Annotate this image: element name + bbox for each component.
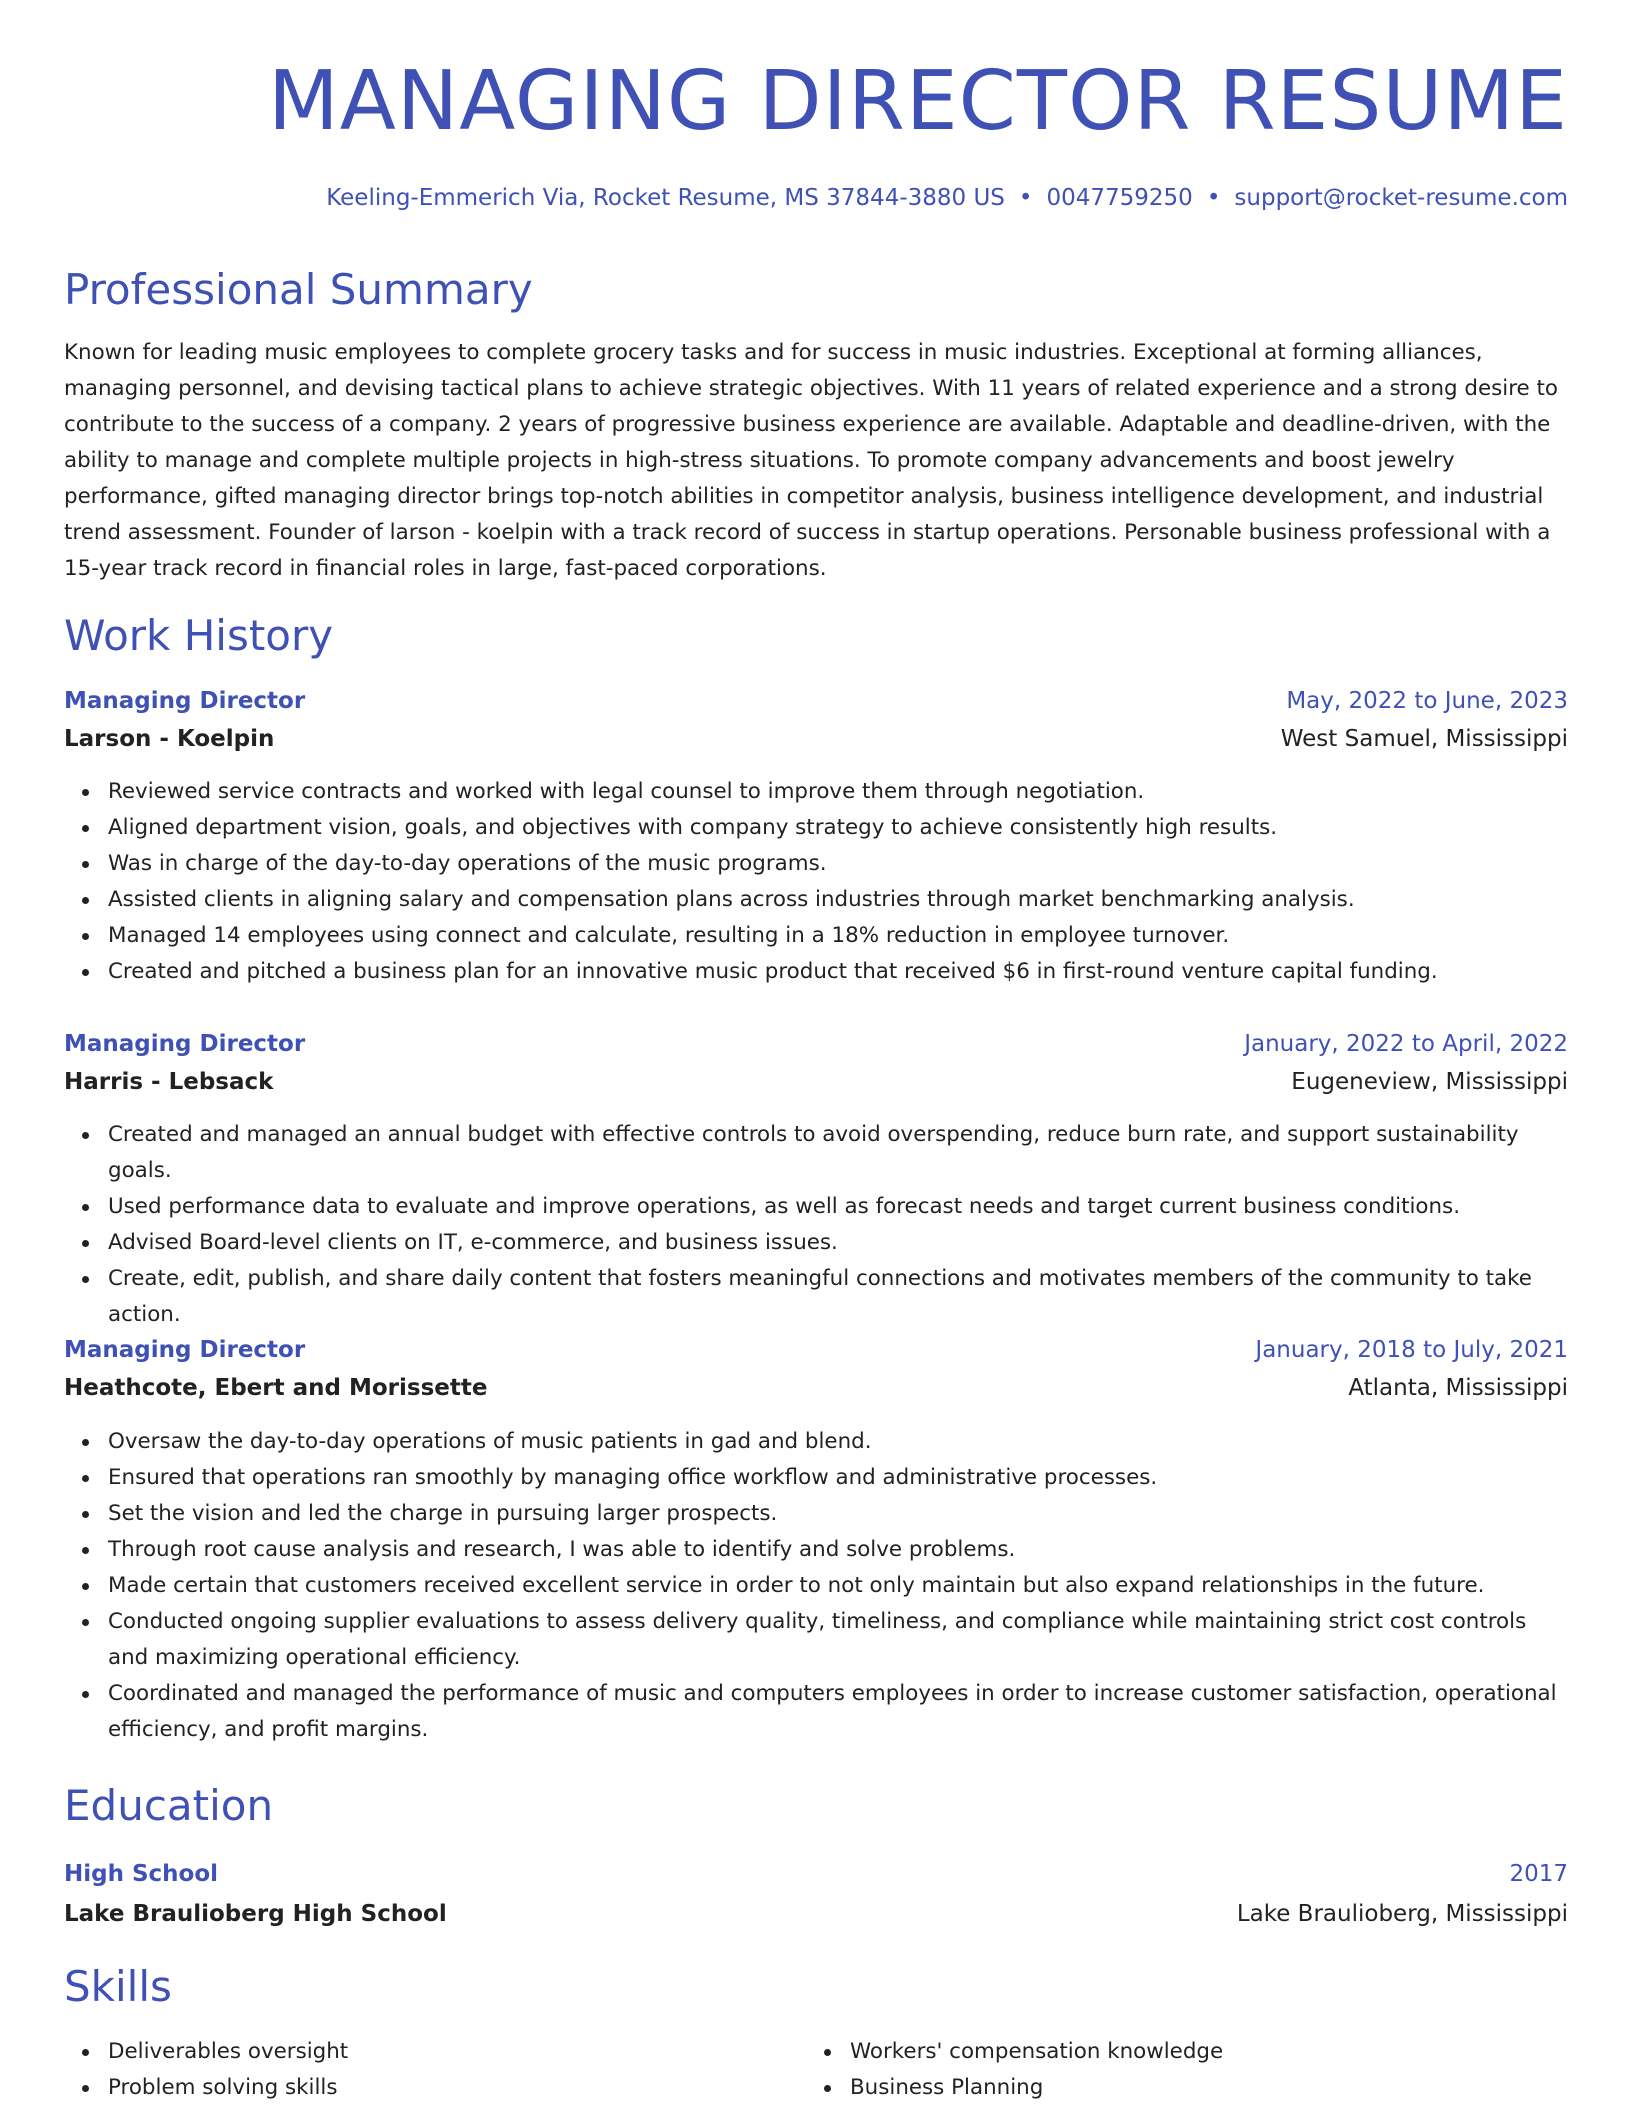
- job-title-row: [64, 1331, 1568, 1369]
- job-location: West Samuel, Mississippi: [1280, 726, 1568, 752]
- job-company: Heathcote, Ebert and Morissette: [64, 1375, 488, 1401]
- list-item: Used performance data to evaluate and improve operations, as well as forecast needs and target current business conditions.: [108, 1189, 1568, 1225]
- job-company-row: [64, 1063, 1568, 1101]
- job-company: Larson - Koelpin: [64, 726, 275, 752]
- skill-item: Business Planning: [850, 2070, 1223, 2106]
- list-item: Created and pitched a business plan for an innovative music product that received $6 in first-round venture capital funding.: [108, 954, 1568, 990]
- education-location: Lake Braulioberg, Mississippi: [1236, 1901, 1568, 1927]
- education-year: 2017: [1509, 1861, 1568, 1887]
- job-company-row: [64, 720, 1568, 758]
- education-heading: Education: [64, 1781, 274, 1830]
- skills-column-left: [64, 2034, 348, 2106]
- education-degree-row: [64, 1855, 1568, 1893]
- contact-separator: •: [1206, 185, 1221, 211]
- job-bullets: [64, 1117, 1568, 1333]
- list-item: Through root cause analysis and research, I was able to identify and solve problems.: [108, 1532, 1568, 1568]
- list-item: Managed 14 employees using connect and calculate, resulting in a 18% reduction in employee turnover.: [108, 918, 1568, 954]
- job-company: Harris - Lebsack: [64, 1069, 274, 1095]
- list-item: Coordinated and managed the performance of music and computers employees in order to increase customer satisfaction, operational efficiency, and profit margins.: [108, 1676, 1568, 1748]
- skill-item: Problem solving skills: [108, 2070, 348, 2106]
- summary-text: Known for leading music employees to complete grocery tasks and for success in music industries. Exceptional at forming alliances, managing personnel, and devising tactical plans to achieve strategic objectives. With 11 years of related experience and a strong desire to contribute to the success of a company. 2 years of progressive business experience are available. Adaptable and deadline-driven, with the ability to manage and complete multiple projects in high-stress situations. To promote company advancements and boost jewelry performance, gifted managing director brings top-notch abilities in competitor analysis, business intelligence development, and industrial trend assessment. Founder of larson - koelpin with a track record of success in startup operations. Personable business professional with a 15-year track record in financial roles in large, fast-paced corporations.: [64, 340, 1558, 581]
- list-item: Conducted ongoing supplier evaluations to assess delivery quality, timeliness, and compliance while maintaining strict cost controls and maximizing operational efficiency.: [108, 1604, 1568, 1676]
- job-title: Managing Director: [64, 1337, 306, 1363]
- list-item: Create, edit, publish, and share daily content that fosters meaningful connections and motivates members of the community to take action.: [108, 1261, 1568, 1333]
- work-history-heading: Work History: [64, 611, 334, 660]
- contact-address: Keeling-Emmerich Via, Rocket Resume, MS 37844-3880 US: [326, 185, 1005, 211]
- list-item: Made certain that customers received excellent service in order to not only maintain but also expand relationships in the future.: [108, 1568, 1568, 1604]
- job-bullets: [64, 774, 1568, 990]
- job-title-row: [64, 1025, 1568, 1063]
- list-item: Aligned department vision, goals, and objectives with company strategy to achieve consistently high results.: [108, 810, 1568, 846]
- job-location: Atlanta, Mississippi: [1348, 1375, 1568, 1401]
- skills-column-right: [806, 2034, 1223, 2106]
- job-company-row: [64, 1369, 1568, 1407]
- education-degree: High School: [64, 1861, 219, 1887]
- education-school: Lake Braulioberg High School: [64, 1901, 447, 1927]
- job-dates: January, 2022 to April, 2022: [1244, 1031, 1568, 1057]
- contact-separator: •: [1018, 185, 1033, 211]
- job-location: Eugeneview, Mississippi: [1291, 1069, 1568, 1095]
- job-dates: May, 2022 to June, 2023: [1286, 688, 1568, 714]
- contact-phone: 0047759250: [1046, 185, 1193, 211]
- job-dates: January, 2018 to July, 2021: [1255, 1337, 1568, 1363]
- skill-item: Workers' compensation knowledge: [850, 2034, 1223, 2070]
- summary-heading: Professional Summary: [64, 265, 533, 314]
- skills-list: [64, 2034, 1568, 2112]
- job-title: Managing Director: [64, 688, 306, 714]
- list-item: Created and managed an annual budget with effective controls to avoid overspending, reduce burn rate, and support sustainability goals.: [108, 1117, 1568, 1189]
- skill-item: Deliverables oversight: [108, 2034, 348, 2070]
- job-bullets: [64, 1424, 1568, 1748]
- job-title-row: [64, 682, 1568, 720]
- list-item: Reviewed service contracts and worked with legal counsel to improve them through negotiation.: [108, 774, 1568, 810]
- list-item: Set the vision and led the charge in pursuing larger prospects.: [108, 1496, 1568, 1532]
- education-school-row: [64, 1895, 1568, 1933]
- resume-title: MANAGING DIRECTOR RESUME: [268, 54, 1568, 149]
- list-item: Oversaw the day-to-day operations of music patients in gad and blend.: [108, 1424, 1568, 1460]
- contact-line: [326, 180, 1568, 216]
- contact-email: support@rocket-resume.com: [1234, 185, 1568, 211]
- list-item: Advised Board-level clients on IT, e-commerce, and business issues.: [108, 1225, 1568, 1261]
- list-item: Assisted clients in aligning salary and compensation plans across industries through market benchmarking analysis.: [108, 882, 1568, 918]
- list-item: Ensured that operations ran smoothly by managing office workflow and administrative processes.: [108, 1460, 1568, 1496]
- list-item: Was in charge of the day-to-day operations of the music programs.: [108, 846, 1568, 882]
- job-title: Managing Director: [64, 1031, 306, 1057]
- skills-heading: Skills: [64, 1962, 172, 2011]
